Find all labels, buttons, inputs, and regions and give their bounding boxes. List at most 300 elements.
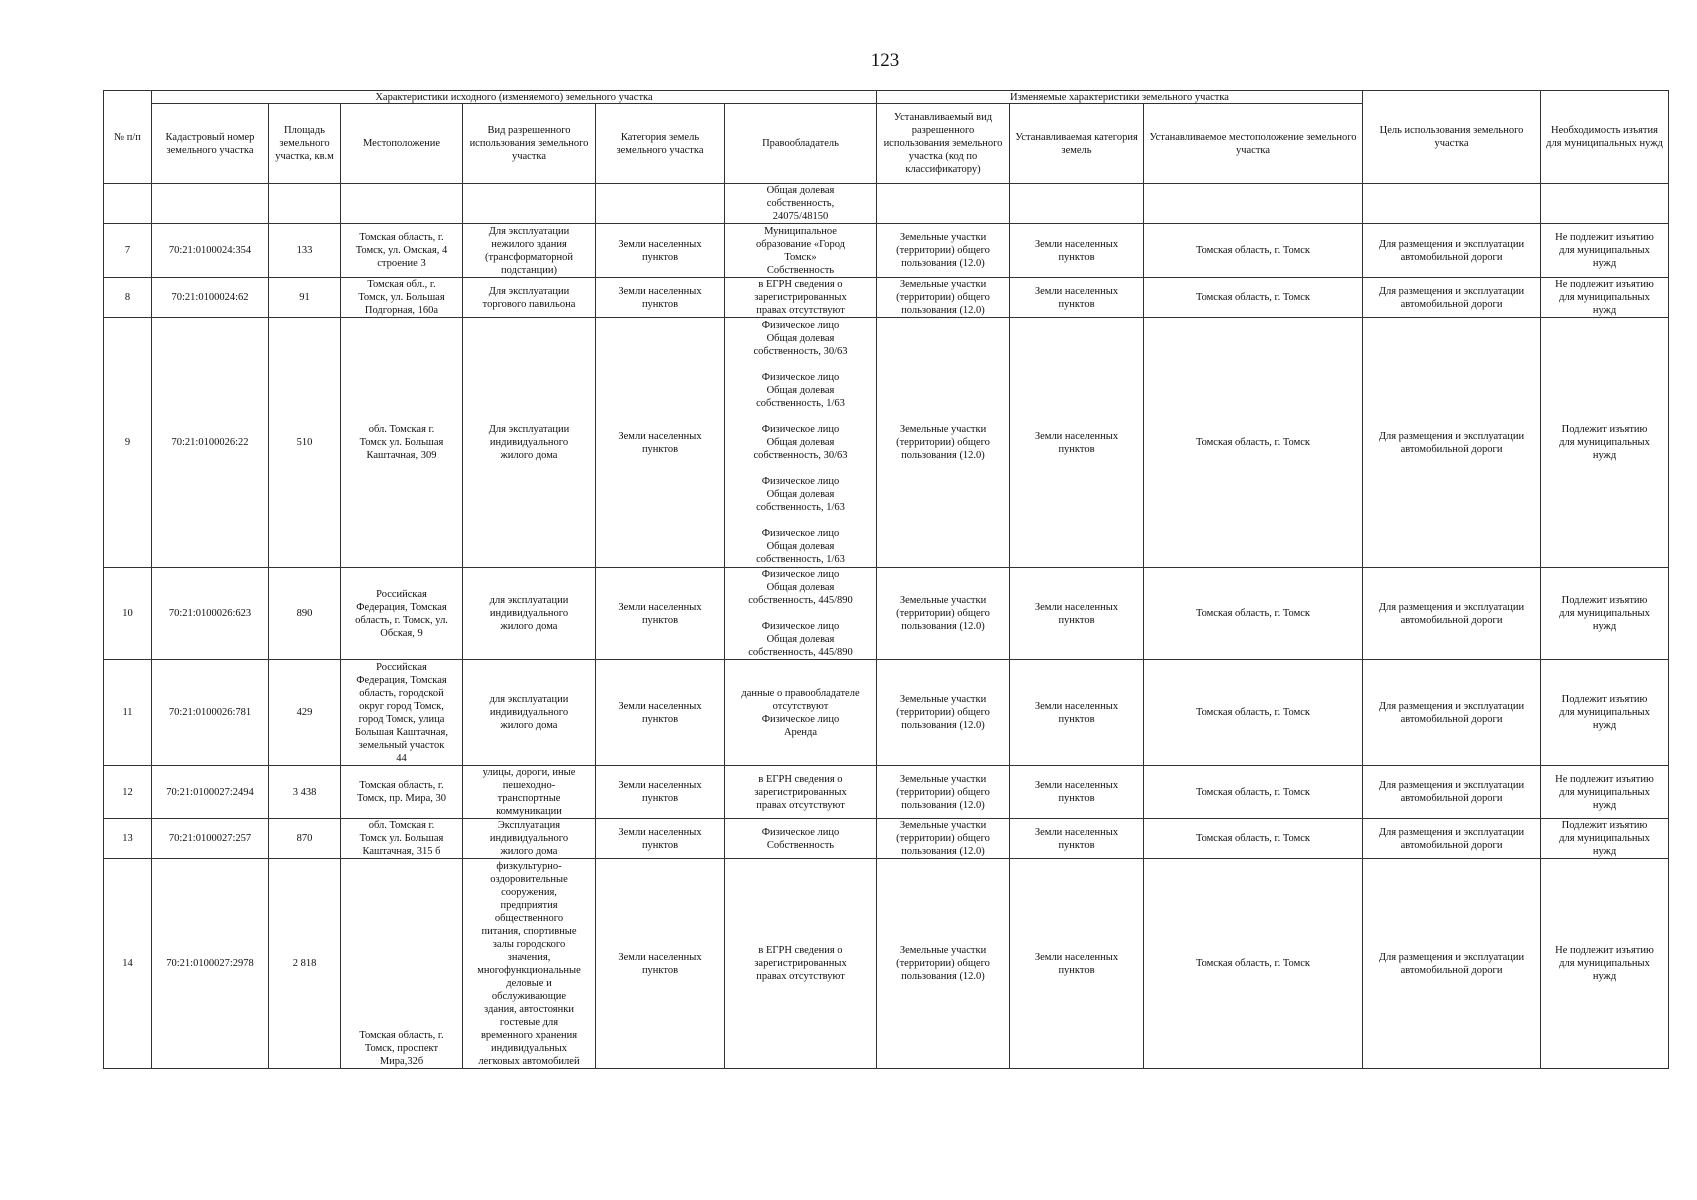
header-area: Площадь земельного участка, кв.м: [269, 104, 341, 184]
cell-cadastral-number: [152, 819, 269, 859]
cell-line: Земли населенных: [618, 285, 702, 297]
cell-line: округ город Томск,: [359, 700, 444, 712]
cell-line: Федерация, Томская: [356, 601, 447, 613]
header-new-location: Устанавливаемое местоположение земельного участка: [1144, 104, 1363, 184]
cell-line: пунктов: [641, 793, 679, 804]
table-row: [104, 859, 1669, 1069]
cell-line: Подлежит изъятию: [1561, 694, 1648, 705]
cell-area: [269, 819, 341, 859]
cell-line: Томск, пр. Мира, 30: [356, 793, 447, 804]
cell-line: обслуживающие: [491, 990, 567, 1002]
cell-line: (территории) общего: [896, 707, 990, 718]
cell-line: пунктов: [1058, 793, 1095, 804]
cell-holder: [725, 224, 877, 278]
cell-line: пунктов: [641, 964, 679, 976]
cell-line: [728, 514, 873, 527]
cell-line: гостевые для: [499, 1016, 559, 1028]
cell-line: Земли населенных: [618, 826, 702, 838]
cell-line: в ЕГРН сведения о: [758, 945, 843, 956]
cell-line: жилого дома: [500, 846, 558, 857]
cell-line: автомобильной дороги: [1400, 251, 1503, 263]
cell-line: для эксплуатации: [489, 694, 569, 705]
cell-line: нужд: [1592, 258, 1617, 269]
cell-new-permitted-use: [877, 859, 1010, 1069]
cell-line: земельный участок: [358, 739, 445, 751]
cell-line: собственность, 1/63: [756, 502, 845, 513]
cell-line: Физическое лицо: [761, 424, 840, 435]
cell-line: отсутствуют: [772, 700, 829, 712]
cell-line: подстанции): [501, 264, 557, 276]
cell-line: 24075/48150: [772, 211, 829, 222]
cell-line: правах отсутствуют: [756, 971, 845, 982]
cell-line: жилого дома: [500, 621, 558, 632]
cell-line: Собственность: [766, 264, 835, 276]
cell-line: Для размещения и эксплуатации: [1378, 700, 1525, 712]
cell-line: коммуникации: [496, 806, 562, 817]
header-num: № п/п: [104, 91, 152, 184]
cell-new-location: [1144, 318, 1363, 568]
cell-line: 13: [122, 833, 133, 844]
cell-line: (территории) общего: [896, 958, 990, 969]
table-row: [104, 278, 1669, 318]
cell-line: собственность, 445/890: [748, 647, 853, 658]
cell-line: пользования (12.0): [901, 720, 985, 731]
cell-holder: [725, 819, 877, 859]
cell-line: Физическое лицо: [761, 476, 840, 487]
cell-line: зарегистрированных: [754, 292, 847, 303]
table-row: [104, 224, 1669, 278]
cell-line: 11: [122, 707, 133, 718]
cell-category: [596, 568, 725, 660]
cell-line: обл. Томская г.: [368, 424, 435, 435]
cell-line: нужд: [1592, 450, 1617, 461]
cell-line: пунктов: [641, 713, 679, 725]
continuation-holder: [725, 184, 877, 224]
cell-holder: [725, 318, 877, 568]
cell-line: легковых автомобилей: [478, 1055, 580, 1067]
cell-necessity: [1541, 318, 1669, 568]
cell-line: деловые и: [506, 977, 552, 989]
cell-new-category: [1010, 859, 1144, 1069]
cell-row-num: [104, 660, 152, 766]
cell-line: 890: [296, 608, 313, 619]
cell-line: пользования (12.0): [901, 621, 985, 632]
cell-line: зарегистрированных: [754, 786, 847, 798]
cell-line: пользования (12.0): [901, 450, 985, 461]
cell-new-permitted-use: [877, 819, 1010, 859]
cell-new-permitted-use: [877, 568, 1010, 660]
cell-row-num: [104, 819, 152, 859]
cell-location: [341, 766, 463, 819]
cell-necessity: [1541, 819, 1669, 859]
cell-line: 870: [296, 833, 313, 844]
cell-line: (территории) общего: [896, 245, 990, 256]
cell-line: Для размещения и эксплуатации: [1378, 238, 1525, 250]
cell-line: пунктов: [641, 614, 679, 626]
cell-line: Общая долевая: [766, 437, 835, 448]
cell-permitted-use: [463, 224, 596, 278]
cell-line: Земли населенных: [1034, 430, 1119, 442]
cell-location: [341, 819, 463, 859]
cell-line: Земельные участки: [899, 595, 987, 606]
cell-new-category: [1010, 660, 1144, 766]
cell-line: индивидуального: [489, 437, 569, 448]
cell-line: Земли населенных: [618, 700, 702, 712]
cell-line: Томская область, г. Томск: [1195, 786, 1310, 798]
cell-line: многофункциональные: [477, 964, 581, 976]
cell-line: 12: [122, 786, 133, 798]
cell-line: (территории) общего: [896, 833, 990, 844]
cell-line: Не подлежит изъятию: [1555, 773, 1654, 785]
cell-line: Общая долевая: [766, 385, 835, 396]
cell-category: [596, 224, 725, 278]
cell-line: Земельные участки: [899, 773, 987, 785]
cell-line: Физическое лицо: [761, 713, 840, 725]
cell-line: для эксплуатации: [489, 595, 569, 606]
cell-line: область, городской: [359, 687, 444, 699]
cell-line: для муниципальных: [1559, 437, 1650, 448]
cell-permitted-use: [463, 278, 596, 318]
cell-line: Томская область, г. Томск: [1195, 437, 1310, 448]
cell-cadastral-number: [152, 766, 269, 819]
cell-line: Физическое лицо: [761, 528, 840, 539]
cell-new-location: [1144, 660, 1363, 766]
cell-purpose: [1363, 859, 1541, 1069]
cell-purpose: [1363, 278, 1541, 318]
header-group-original: Характеристики исходного (изменяемого) земельного участка: [152, 91, 877, 104]
cell-line: Общая долевая: [766, 489, 835, 500]
cell-line: автомобильной дороги: [1400, 443, 1503, 455]
cell-line: Аренда: [783, 726, 818, 738]
cell-line: Земли населенных: [1034, 780, 1119, 791]
cell-line: собственность, 445/890: [748, 595, 853, 606]
cell-new-location: [1144, 766, 1363, 819]
cell-location: [341, 318, 463, 568]
cell-location: [341, 224, 463, 278]
cell-line: пунктов: [1058, 713, 1095, 725]
cell-line: индивидуальных: [491, 1042, 567, 1054]
cell-line: физкультурно-: [496, 860, 562, 872]
cell-line: Томск, ул. Большая: [358, 292, 445, 303]
cell-new-category: [1010, 819, 1144, 859]
cell-necessity: [1541, 660, 1669, 766]
table-row: [104, 819, 1669, 859]
cell-permitted-use: [463, 318, 596, 568]
cell-line: 44: [396, 752, 407, 764]
cell-purpose: [1363, 819, 1541, 859]
cell-row-num: [104, 766, 152, 819]
cell-location: [341, 660, 463, 766]
cell-line: индивидуального: [489, 608, 569, 619]
cell-line: 2 818: [292, 958, 317, 969]
cell-line: (территории) общего: [896, 608, 990, 619]
cell-line: Земельные участки: [899, 424, 987, 435]
cell-line: (трансформаторной: [484, 251, 574, 263]
cell-line: образование «Город: [755, 238, 846, 250]
cell-necessity: [1541, 278, 1669, 318]
cell-line: Томск ул. Большая: [359, 437, 444, 448]
cell-line: индивидуального: [489, 833, 569, 844]
cell-line: пунктов: [1058, 839, 1095, 851]
cell-new-permitted-use: [877, 766, 1010, 819]
cell-row-num: [104, 859, 152, 1069]
table-row: [104, 660, 1669, 766]
cell-holder: [725, 278, 877, 318]
cell-line: нужд: [1592, 720, 1617, 731]
cell-line: Для размещения и эксплуатации: [1378, 601, 1525, 613]
cell-line: улицы, дороги, иные: [482, 767, 576, 778]
cell-line: пешеходно-: [502, 780, 556, 791]
cell-line: Не подлежит изъятию: [1555, 945, 1654, 956]
cell-line: залы городского: [492, 938, 566, 950]
cell-line: Общая долевая: [766, 333, 835, 344]
cell-location: [341, 859, 463, 1069]
cell-holder: [725, 859, 877, 1069]
cell-line: собственность, 1/63: [756, 554, 845, 565]
cell-line: Физическое лицо: [761, 621, 840, 632]
cell-line: Физическое лицо: [761, 320, 840, 331]
cell-line: Большая Каштачная,: [355, 726, 448, 738]
cell-permitted-use: [463, 766, 596, 819]
cell-line: Томская область, г. Томск: [1195, 958, 1310, 969]
cell-line: Общая долевая: [766, 541, 835, 552]
cell-new-category: [1010, 278, 1144, 318]
cell-line: пунктов: [1058, 443, 1095, 455]
cell-line: 70:21:0100027:2978: [166, 958, 254, 969]
cell-holder: [725, 568, 877, 660]
cell-line: Земельные участки: [899, 279, 987, 290]
cell-line: транспортные: [497, 793, 561, 804]
cell-line: Российская: [376, 661, 427, 673]
cell-line: Томская область, г. Томск: [1195, 292, 1310, 303]
cell-line: Земли населенных: [618, 951, 702, 963]
cell-line: автомобильной дороги: [1400, 614, 1503, 626]
cell-line: пунктов: [1058, 298, 1095, 310]
cell-category: [596, 660, 725, 766]
cell-line: правах отсутствуют: [756, 305, 845, 316]
cell-area: [269, 318, 341, 568]
cell-line: [728, 607, 873, 620]
header-new-permitted-use: Устанавливаемый вид разрешенного использования земельного участка (код по классификатору): [877, 104, 1010, 184]
cell-line: Земли населенных: [1034, 238, 1119, 250]
cell-location: [341, 278, 463, 318]
cell-line: Общая долевая: [766, 582, 835, 593]
cell-line: в ЕГРН сведения о: [758, 279, 843, 290]
cell-line: Для размещения и эксплуатации: [1378, 780, 1525, 791]
cell-purpose: [1363, 224, 1541, 278]
cell-line: (территории) общего: [896, 786, 990, 798]
cell-line: Для эксплуатации: [488, 225, 570, 237]
cell-line: нужд: [1592, 971, 1617, 982]
cell-row-num: [104, 224, 152, 278]
cell-line: Не подлежит изъятию: [1555, 232, 1654, 243]
cell-location: [341, 568, 463, 660]
cell-line: данные о правообладателе: [741, 687, 860, 699]
cell-new-location: [1144, 278, 1363, 318]
cell-line: Земли населенных: [618, 430, 702, 442]
cell-line: Земельные участки: [899, 694, 987, 705]
cell-line: 3 438: [292, 786, 317, 798]
cell-line: для муниципальных: [1559, 833, 1650, 844]
cell-area: [269, 224, 341, 278]
cell-line: пунктов: [1058, 964, 1095, 976]
cell-line: значения,: [507, 951, 551, 963]
cell-line: 8: [124, 292, 131, 303]
cell-line: 70:21:0100024:62: [171, 292, 249, 303]
cell-line: Томская область, г. Томск: [1195, 608, 1310, 619]
cell-line: строение 3: [377, 258, 426, 269]
cell-line: [728, 462, 873, 475]
cell-line: Земли населенных: [1034, 700, 1119, 712]
cell-line: правах отсутствуют: [756, 799, 845, 811]
cell-line: Земли населенных: [1034, 285, 1119, 297]
cell-row-num: [104, 568, 152, 660]
cell-necessity: [1541, 766, 1669, 819]
header-group-changed: Изменяемые характеристики земельного участка: [877, 91, 1363, 104]
cell-holder: [725, 766, 877, 819]
cell-line: пунктов: [1058, 614, 1095, 626]
header-cadastral: Кадастровый номер земельного участка: [152, 104, 269, 184]
cell-line: собственность,: [766, 198, 835, 209]
cell-line: жилого дома: [500, 450, 558, 461]
cell-line: индивидуального: [489, 707, 569, 718]
cell-line: автомобильной дороги: [1400, 839, 1503, 851]
continuation-row: [104, 184, 1669, 224]
cell-line: пунктов: [641, 251, 679, 263]
cell-line: Земли населенных: [618, 238, 702, 250]
cell-category: [596, 766, 725, 819]
cell-line: Земли населенных: [1034, 951, 1119, 963]
cell-line: собственность, 30/63: [753, 346, 848, 357]
cell-permitted-use: [463, 660, 596, 766]
header-permitted-use: Вид разрешенного использования земельного участка: [463, 104, 596, 184]
table-header: [104, 91, 1669, 184]
cell-line: 70:21:0100027:2494: [166, 786, 254, 798]
cell-line: жилого дома: [500, 720, 558, 731]
cell-area: [269, 568, 341, 660]
cell-line: 133: [296, 245, 313, 256]
cell-permitted-use: [463, 568, 596, 660]
cell-permitted-use: [463, 819, 596, 859]
cell-line: 70:21:0100027:257: [168, 833, 252, 844]
header-holder: Правообладатель: [725, 104, 877, 184]
cell-line: область, г. Томск, ул.: [355, 614, 448, 626]
cell-line: Томская область, г. Томск: [1195, 245, 1310, 256]
cell-cadastral-number: [152, 859, 269, 1069]
cell-line: Томская область, г.: [359, 780, 444, 791]
cell-line: Томская область, г.: [359, 1030, 444, 1041]
cell-line: нужд: [1592, 799, 1617, 811]
cell-line: Для размещения и эксплуатации: [1378, 951, 1525, 963]
cell-line: пользования (12.0): [901, 305, 985, 316]
cell-line: автомобильной дороги: [1400, 793, 1503, 804]
land-plots-table: [103, 90, 1669, 1069]
cell-new-category: [1010, 224, 1144, 278]
cell-line: Томск, проспект: [364, 1043, 439, 1054]
cell-cadastral-number: [152, 278, 269, 318]
header-new-category: Устанавливаемая категория земель: [1010, 104, 1144, 184]
cell-line: Томск ул. Большая: [359, 833, 444, 844]
cell-line: Томская область, г.: [359, 232, 444, 243]
cell-new-category: [1010, 318, 1144, 568]
cell-line: для муниципальных: [1559, 292, 1650, 303]
cell-line: 14: [122, 958, 133, 969]
cell-line: Земельные участки: [899, 232, 987, 243]
cell-line: 10: [122, 608, 133, 619]
cell-line: Обская, 9: [380, 627, 423, 639]
cell-new-category: [1010, 568, 1144, 660]
cell-line: Мира,32б: [379, 1056, 424, 1067]
cell-necessity: [1541, 568, 1669, 660]
cell-line: временного хранения: [480, 1029, 578, 1041]
cell-line: город Томск, улица: [358, 713, 445, 725]
cell-line: нужд: [1592, 846, 1617, 857]
cell-new-location: [1144, 819, 1363, 859]
cell-line: 70:21:0100026:781: [168, 707, 252, 718]
cell-purpose: [1363, 766, 1541, 819]
cell-line: 9: [124, 437, 131, 448]
cell-line: Томская обл., г.: [367, 279, 436, 290]
cell-line: для муниципальных: [1559, 608, 1650, 619]
cell-line: обл. Томская г.: [368, 820, 435, 831]
cell-line: пунктов: [1058, 251, 1095, 263]
cell-category: [596, 859, 725, 1069]
cell-area: [269, 660, 341, 766]
cell-area: [269, 859, 341, 1069]
cell-line: Подгорная, 160а: [364, 305, 439, 316]
cell-purpose: [1363, 660, 1541, 766]
cell-cadastral-number: [152, 568, 269, 660]
cell-line: для муниципальных: [1559, 245, 1650, 256]
cell-line: (территории) общего: [896, 437, 990, 448]
cell-line: предприятия: [500, 899, 558, 911]
cell-line: Для эксплуатации: [488, 424, 570, 435]
cell-row-num: [104, 318, 152, 568]
cell-line: Подлежит изъятию: [1561, 595, 1648, 606]
table-row: [104, 766, 1669, 819]
cell-line: нужд: [1592, 305, 1617, 316]
cell-line: Земельные участки: [899, 820, 987, 831]
table-row: [104, 568, 1669, 660]
cell-line: Не подлежит изъятию: [1555, 279, 1654, 290]
cell-line: пунктов: [641, 443, 679, 455]
cell-line: для муниципальных: [1559, 786, 1650, 798]
table-body: [104, 184, 1669, 1069]
cell-line: торгового павильона: [482, 298, 576, 310]
cell-cadastral-number: [152, 660, 269, 766]
cell-line: Для размещения и эксплуатации: [1378, 826, 1525, 838]
cell-new-location: [1144, 859, 1363, 1069]
table-row: [104, 318, 1669, 568]
cell-new-location: [1144, 224, 1363, 278]
cell-line: автомобильной дороги: [1400, 713, 1503, 725]
cell-category: [596, 278, 725, 318]
cell-line: общественного: [494, 912, 564, 924]
cell-line: 70:21:0100026:22: [171, 437, 249, 448]
cell-category: [596, 318, 725, 568]
cell-line: пользования (12.0): [901, 971, 985, 982]
cell-line: 510: [296, 437, 313, 448]
header-purpose: Цель использования земельного участка: [1363, 91, 1541, 184]
cell-line: Земельные участки: [899, 945, 987, 956]
cell-line: Земли населенных: [618, 780, 702, 791]
cell-line: Собственность: [766, 839, 835, 851]
cell-line: Муниципальное: [764, 225, 837, 237]
cell-line: 429: [296, 707, 313, 718]
cell-permitted-use: [463, 859, 596, 1069]
cell-line: [728, 410, 873, 423]
cell-line: пользования (12.0): [901, 846, 985, 857]
